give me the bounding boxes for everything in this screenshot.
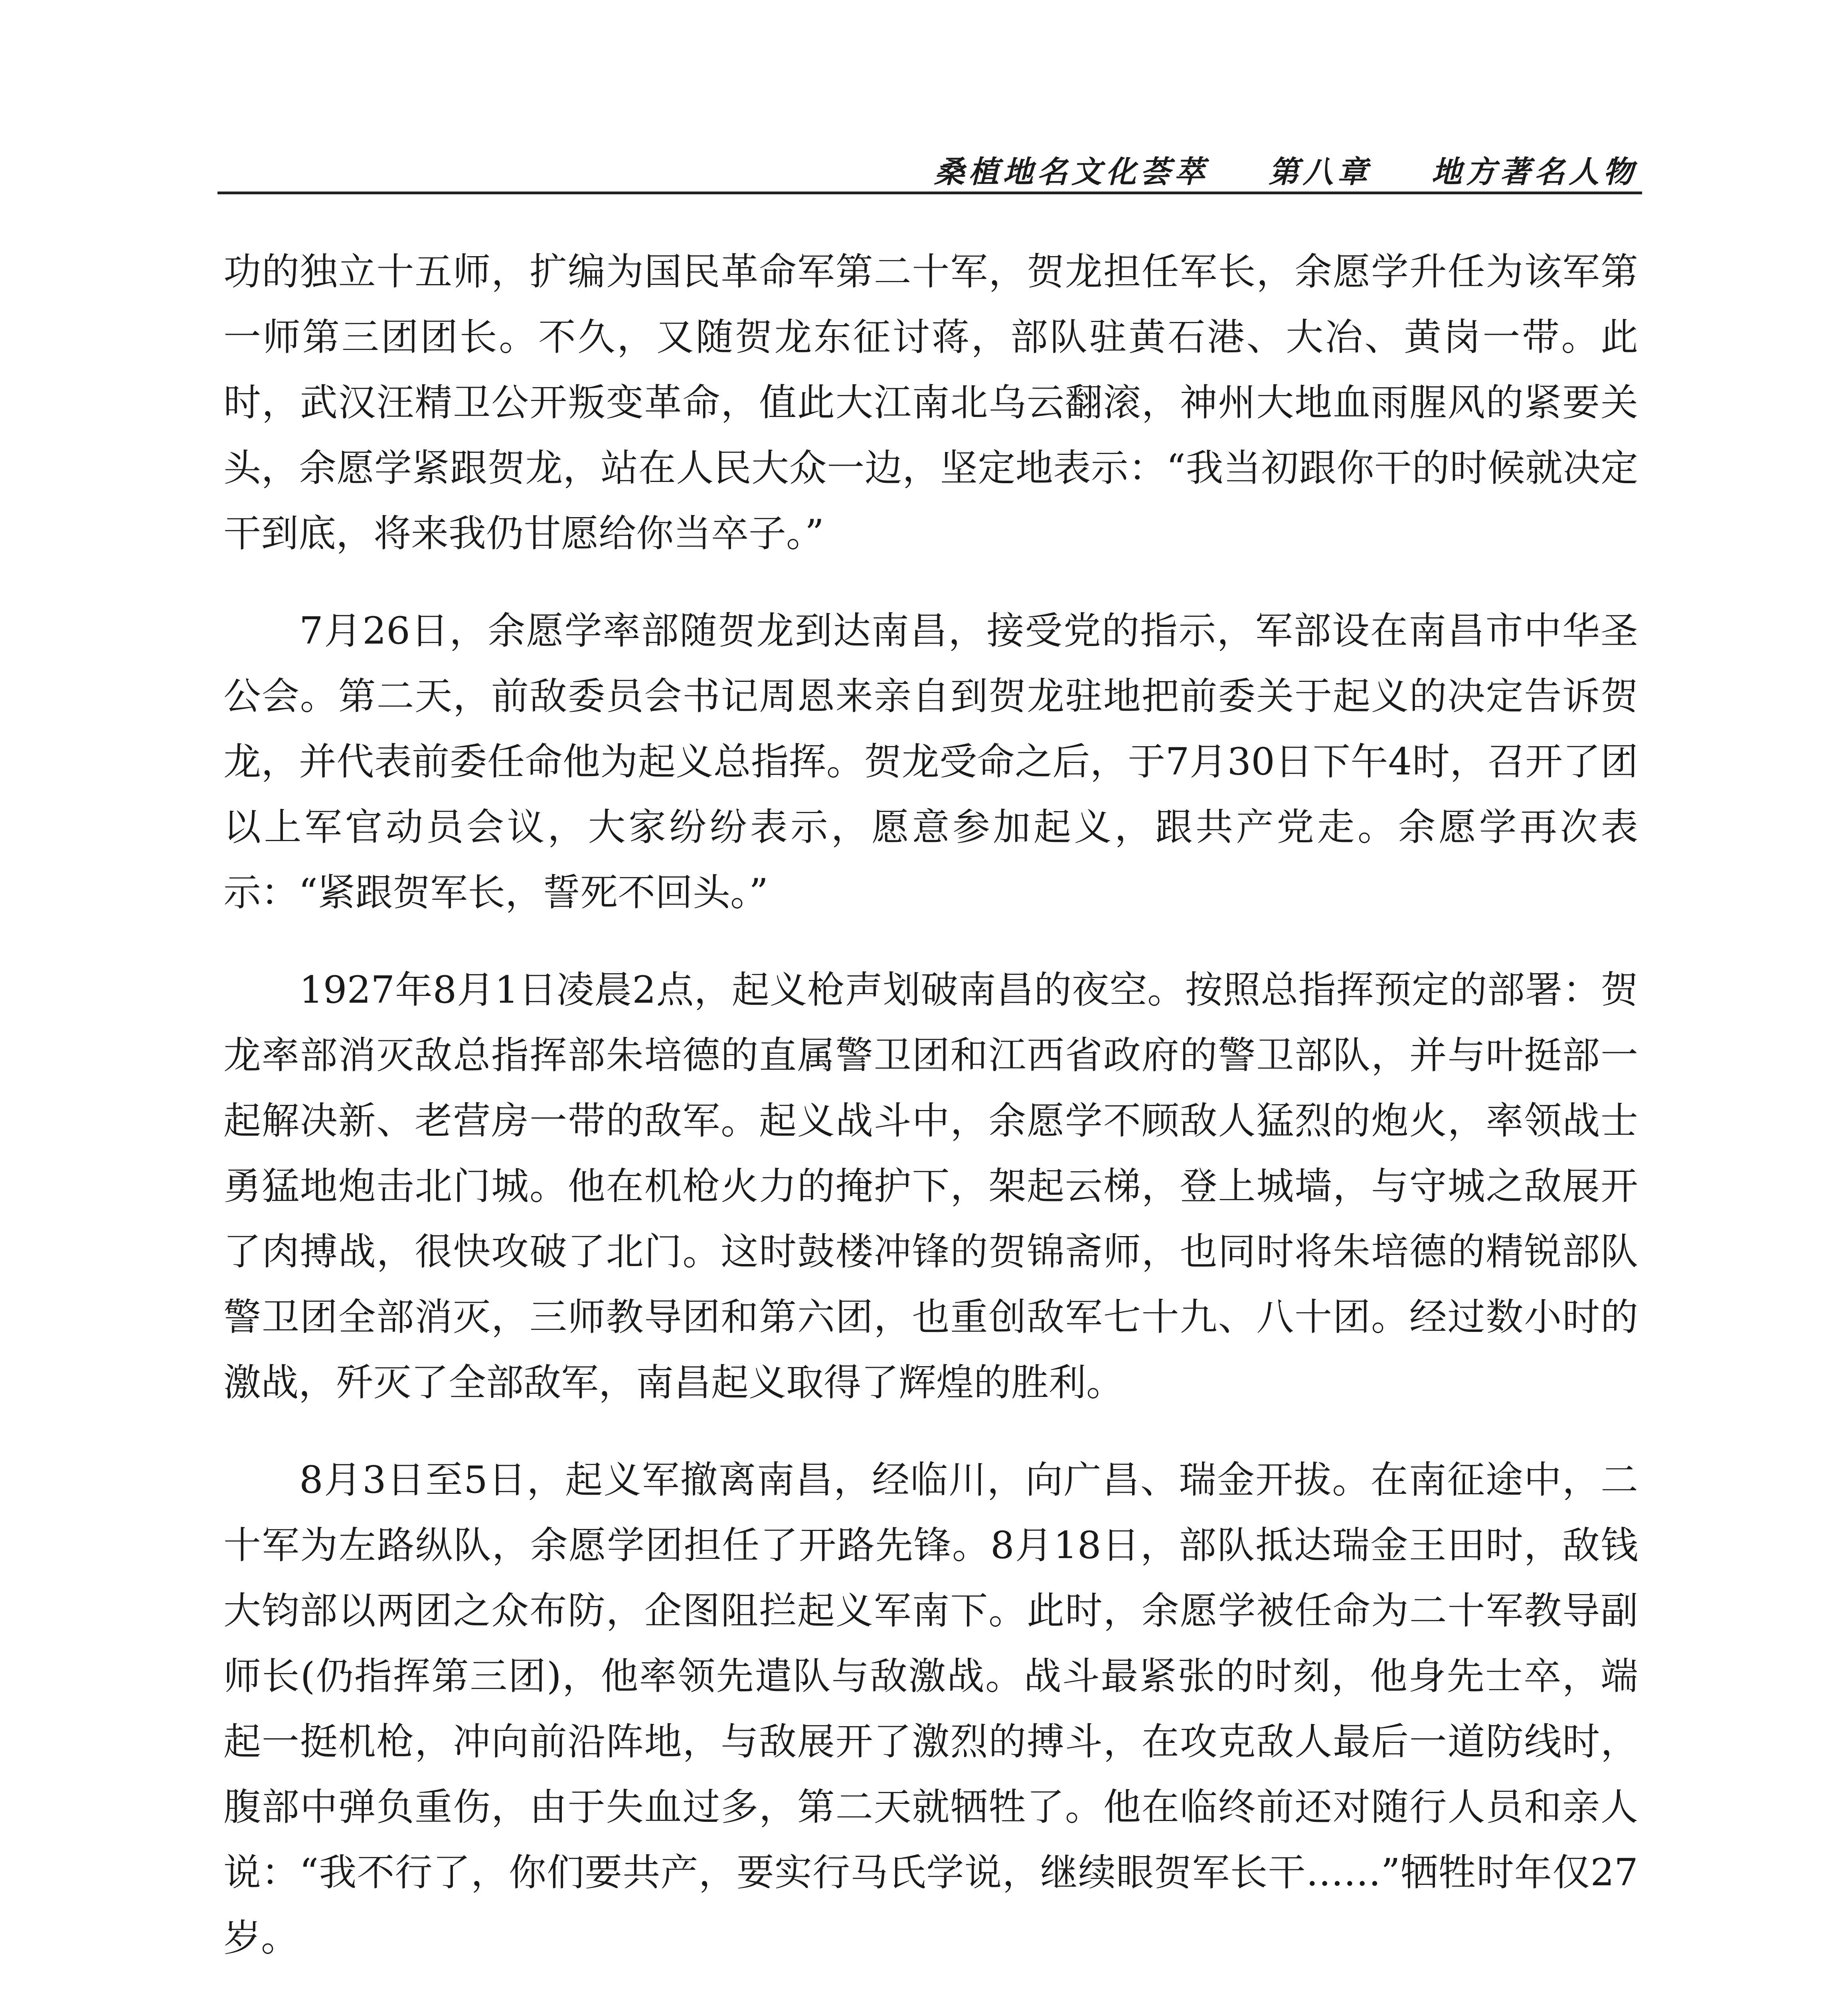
paragraph: 7月26日，余愿学率部随贺龙到达南昌，接受党的指示，军部设在南昌市中华圣公会。第二天，前敌委员会书记周恩来亲自到贺龙驻地把前委关于起义的决定告诉贺龙，并代表前委任命他为起义总指挥。贺龙受命之后，于7月30日下午4时，召开了团以上军官动员会议，大家纷纷表示，愿意参加起义，跟共产党走。余愿学再次表示：“紧跟贺军长，誓死不回头。” bbox=[223, 609, 1638, 915]
paragraph-continued: 功的独立十五师，扩编为国民革命军第二十军，贺龙担任军长，余愿学升任为该军第一师第三团团长。不久，又随贺龙东征讨蒋，部队驻黄石港、大冶、黄岗一带。此时，武汉汪精卫公开叛变革命，值此大江南北乌云翻滚，神州大地血雨腥风的紧要关头，余愿学紧跟贺龙，站在人民大众一边，坚定地表示：“我当初跟你干的时候就决定干到底，将来我仍甘愿给你当卒子。” bbox=[223, 250, 1638, 555]
running-header bbox=[217, 132, 1642, 194]
paragraph: 8月3日至5日，起义军撤离南昌，经临川，向广昌、瑞金开拔。在南征途中，二十军为左路纵队，余愿学团担任了开路先锋。8月18日，部队抵达瑞金王田时，敌钱大钧部以两团之众布防，企图阻拦起义军南下。此时，余愿学被任命为二十军教导副师长(仍指挥第三团)，他率领先遣队与敌激战。战斗最紧张的时刻，他身先士卒，端起一挺机枪，冲向前沿阵地，与敌展开了激烈的搏斗，在攻克敌人最后一道防线时，腹部中弹负重伤，由于失血过多，第二天就牺牲了。他在临终前还对随行人员和亲人说：“我不行了，你们要共产，要实行马氏学说，继续眼贺军长干……”牺牲时年仅27岁。 bbox=[223, 1458, 1638, 1960]
book-title: 桑植地名文化荟萃 bbox=[934, 154, 1209, 190]
paragraph: 1927年8月1日凌晨2点，起义枪声划破南昌的夜空。按照总指挥预定的部署：贺龙率部消灭敌总指挥部朱培德的直属警卫团和江西省政府的警卫部队，并与叶挺部一起解决新、老营房一带的敌军。起义战斗中，余愿学不顾敌人猛烈的炮火，率领战士勇猛地炮击北门城。他在机枪火力的掩护下，架起云梯，登上城墙，与守城之敌展开了肉搏战，很快攻破了北门。这时鼓楼冲锋的贺锦斋师，也同时将朱培德的精锐部队警卫团全部消灭，三师教导团和第六团，也重创敌军七十九、八十团。经过数小时的激战，歼灭了全部敌军，南昌起义取得了辉煌的胜利。 bbox=[223, 968, 1638, 1404]
body-text bbox=[223, 239, 1638, 1995]
header-title-line bbox=[934, 148, 1637, 191]
chapter-label: 第八章 bbox=[1269, 154, 1372, 190]
section-title: 地方著名人物 bbox=[1431, 154, 1637, 190]
